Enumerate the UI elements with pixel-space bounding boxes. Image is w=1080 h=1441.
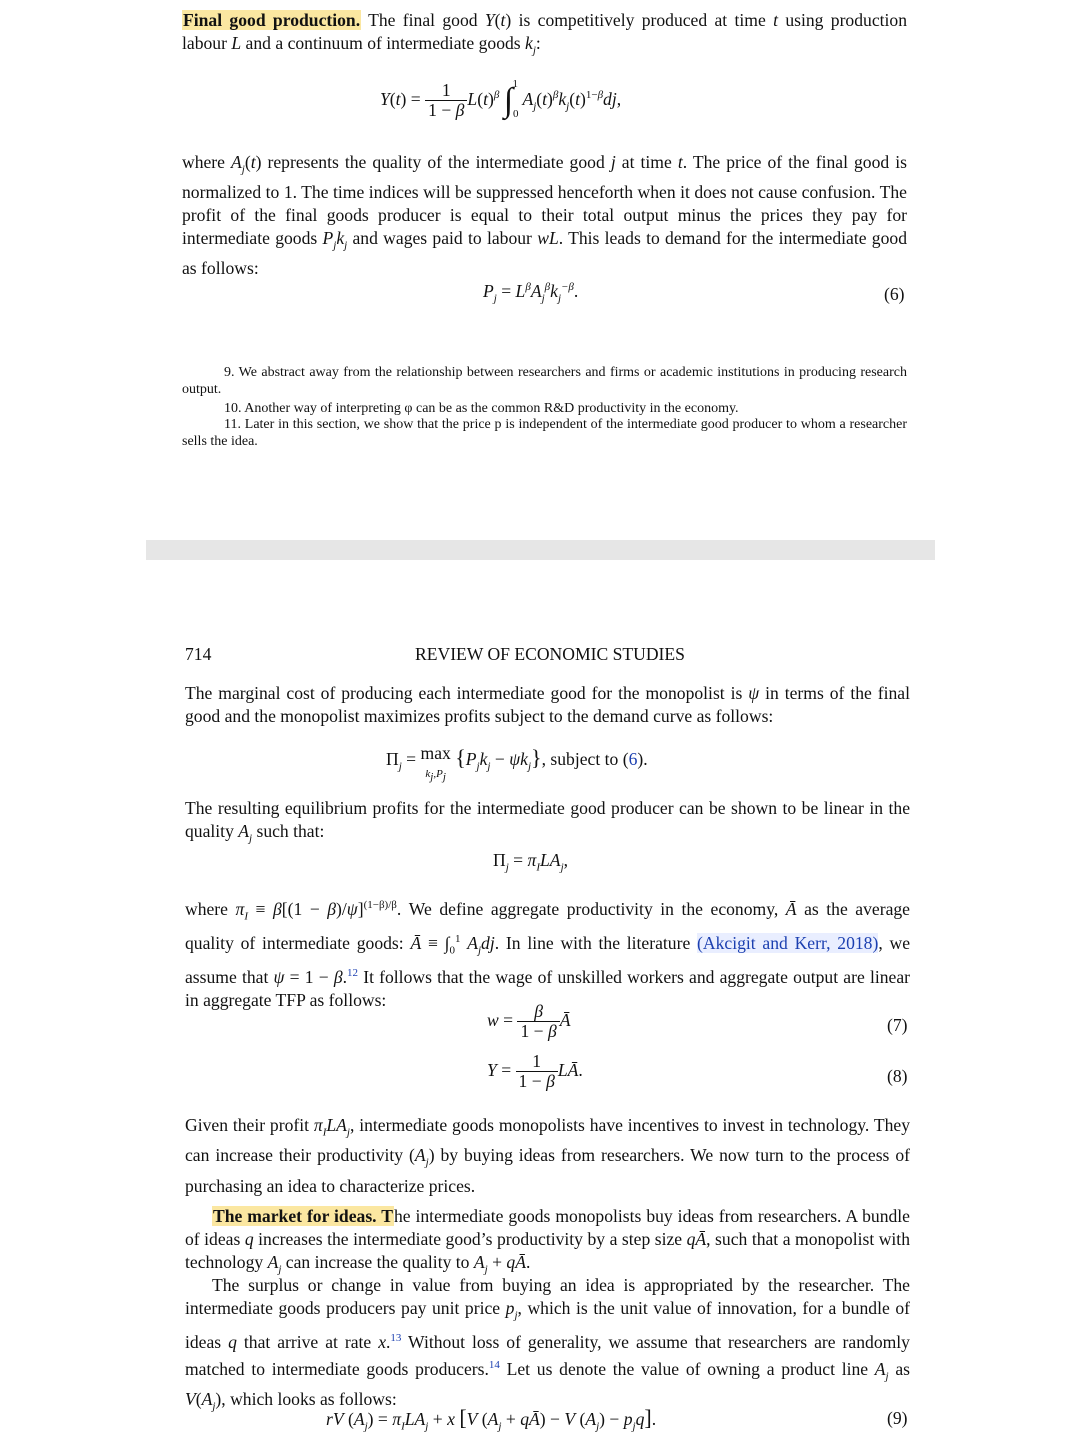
page-number: 714 <box>185 644 212 664</box>
equation-7-wage: w = $\frac{\beta}{1 - \beta}$ Ā <box>487 1001 571 1042</box>
aggregate-productivity-paragraph: where $\pi_I \equiv \beta[(1 - \beta)/\psi]^{(1-\beta)/\beta}$. We define aggregate productivity in the economy, Ā as the average quality of intermediate goods: Ā ≡ $\int_0^1$ $A_jdj$. In line with the literature (Akcigit and Kerr, 2018), we assume that ψ = 1 − β.$^{12}$ It follows that the wage of unskilled workers and aggregate output are linear in aggregate TFP as follows: <box>185 898 911 1010</box>
equation-9-value: rV $(A_j) = \pi_ILA_j + x$ [V ($A_j$ + qĀ) − V $(A_j) - p_jq$]. <box>326 1405 657 1433</box>
journal-header: REVIEW OF ECONOMIC STUDIES <box>415 644 685 664</box>
resulting-profits-paragraph: The resulting equilibrium profits for the intermediate good producer can be shown to be linear in the quality $A_j$ such that: <box>185 798 910 845</box>
market-for-ideas-paragraph: The market for ideas. The intermediate goods monopolists buy ideas from researchers. A bundle of ideas q increases the intermediate good’s productivity by a step size qĀ, such that a monopolist with technology $A_j$ can increase the quality to $A_j$ + qĀ. <box>185 1206 910 1276</box>
surplus-paragraph: The surplus or change in value from buying an idea is appropriated by the researcher. The intermediate goods producers pay unit price $p_j$, which is the unit value of innovation, for a bundle of ideas q that arrive at rate x.$^{13}$ Without loss of generality, we assume that researchers are randomly matched to intermediate goods producers.$^{14}$ Let us denote the value of owning a product line $A_j$ as $V(A_j)$, which looks as follows: <box>185 1275 910 1413</box>
market-for-ideas-heading: The market for ideas. T <box>213 1206 393 1226</box>
equation-6-demand: $P_j = L^\beta A_j^\beta k_j^{-\beta}$. <box>483 281 579 305</box>
equation-profit-linear: $\Pi_j = \pi_ILA_j$, <box>493 850 569 874</box>
equation-final-output: Y(t) = $\frac{1}{1 - \beta}$ $L(t)^\beta$ $\int_0^1$ $A_j(t)^\beta k_j(t)^{1-\beta}dj$, <box>380 78 622 121</box>
page-break-divider <box>146 540 935 560</box>
equation-profit-max: $\Pi_j = \max$ $k_j,P_j$ $\{P_jk_j - \psi k_j\}$, subject to (6). <box>386 743 648 783</box>
marginal-cost-paragraph: The marginal cost of producing each intermediate good for the monopolist is ψ in terms of the final good and the monopolist maximizes profits subject to the demand curve as follows: <box>185 683 910 726</box>
equation-6-number: (6) <box>884 284 905 304</box>
equation-8-output: Y = $\frac{1}{1 - \beta}$ LĀ. <box>487 1051 583 1092</box>
footnote-9: 9. We abstract away from the relationship between researchers and firms or academic institutions in producing research output. <box>182 365 907 397</box>
equation-8-number: (8) <box>887 1066 908 1086</box>
footnote-10: 10. Another way of interpreting φ can be as the common R&D productivity in the economy. <box>224 401 739 416</box>
equation-7-number: (7) <box>887 1015 908 1035</box>
quality-definition-paragraph: where $A_j(t)$ represents the quality of the intermediate good j at time t. The price of the final good is normalized to 1. The time indices will be suppressed henceforth when it does not cause confusion. The profit of the final goods producer is equal to their total output minus the prices they pay for intermediate goods $P_jk_j$ and wages paid to labour wL. This leads to demand for the intermediate good as follows: <box>182 152 907 279</box>
footnote-11: 11. Later in this section, we show that the price p is independent of the intermediate good producer to whom a researcher sells the idea. <box>182 417 907 449</box>
equation-9-number: (9) <box>887 1408 908 1428</box>
given-profit-paragraph: Given their profit $\pi_ILA_j$, intermediate goods monopolists have incentives to invest in technology. They can increase their productivity $(A_j)$ by buying ideas from researchers. We now turn to the process of purchasing an idea to characterize prices. <box>185 1115 910 1196</box>
final-good-paragraph: Final good production. The final good Y(t) is competitively produced at time t using production labour L and a continuum of intermediate goods $k_j$: <box>182 10 907 57</box>
final-good-heading: Final good production. <box>183 10 361 30</box>
citation-akcigit-kerr[interactable]: (Akcigit and Kerr, 2018) <box>697 933 879 954</box>
